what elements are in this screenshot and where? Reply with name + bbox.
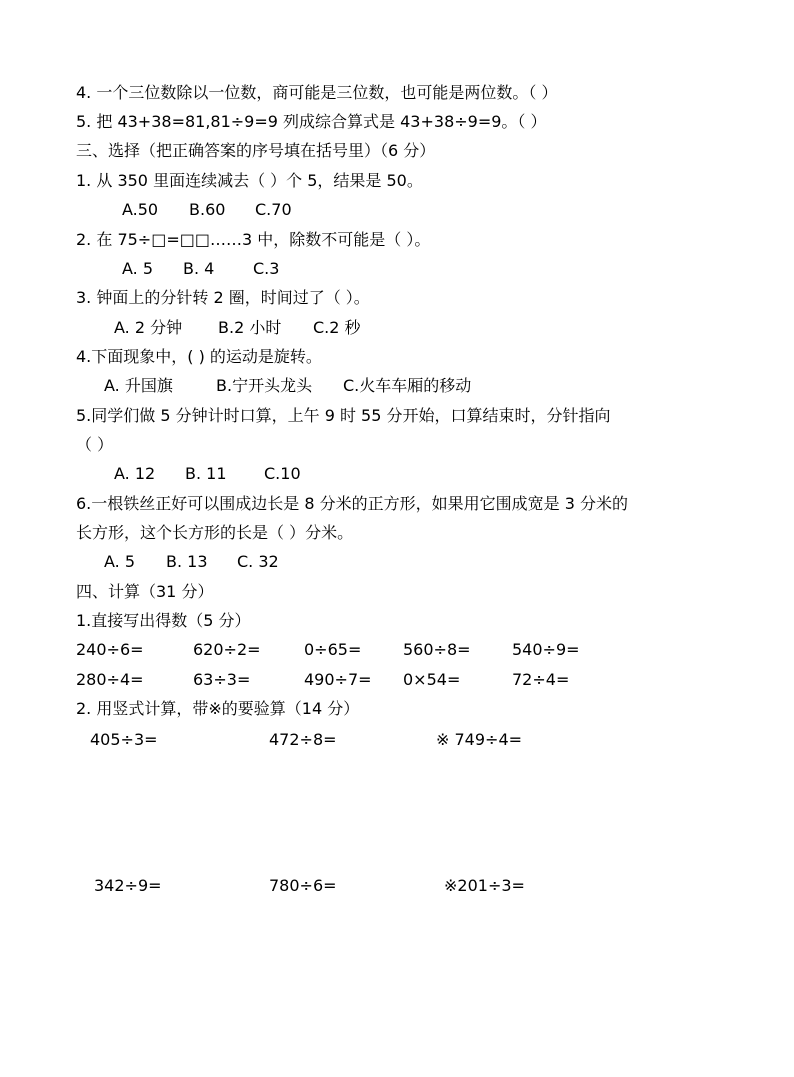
direct-calc-r1-1: 240÷6= bbox=[76, 640, 144, 659]
direct-calc-r2-5: 72÷4= bbox=[512, 670, 570, 689]
direct-calc-r1-3: 0÷65= bbox=[304, 640, 362, 659]
direct-calc-r2-1: 280÷4= bbox=[76, 670, 144, 689]
vertical-calc-r1-2: 472÷8= bbox=[269, 730, 337, 749]
choice-q6-stem: 6.一根铁丝正好可以围成边长是 8 分米的正方形，如果用它围成宽是 3 分米的 bbox=[76, 494, 628, 513]
choice-q1-option-a: A.50 bbox=[122, 200, 159, 219]
choice-q5-stem-cont: （ ） bbox=[76, 435, 114, 454]
vertical-calc-r1-3: ※ 749÷4= bbox=[436, 730, 523, 749]
choice-q3-option-b: B.2 小时 bbox=[218, 318, 282, 337]
choice-q5-option-a: A. 12 bbox=[114, 464, 156, 483]
choice-q5-stem: 5.同学们做 5 分钟计时口算，上午 9 时 55 分开始，口算结束时，分针指向 bbox=[76, 406, 611, 425]
direct-calc-r1-5: 540÷9= bbox=[512, 640, 580, 659]
section-heading-calc: 四、计算（31 分） bbox=[76, 582, 214, 601]
choice-q2-option-a: A. 5 bbox=[122, 259, 154, 278]
vertical-calc-r2-3: ※201÷3= bbox=[444, 876, 525, 895]
direct-calc-title: 1.直接写出得数（5 分） bbox=[76, 611, 251, 630]
choice-q4-option-b: B.宁开头龙头 bbox=[216, 376, 313, 395]
choice-q3-option-a: A. 2 分钟 bbox=[114, 318, 183, 337]
direct-calc-r1-4: 560÷8= bbox=[403, 640, 471, 659]
vertical-calc-r2-2: 780÷6= bbox=[269, 876, 337, 895]
choice-q5-option-c: C.10 bbox=[264, 464, 301, 483]
choice-q6-option-a: A. 5 bbox=[104, 552, 136, 571]
choice-q1-stem: 1. 从 350 里面连续减去（ ）个 5，结果是 50。 bbox=[76, 171, 423, 190]
choice-q6-option-b: B. 13 bbox=[166, 552, 208, 571]
vertical-calc-r1-1: 405÷3= bbox=[90, 730, 158, 749]
choice-q6-stem-cont: 长方形，这个长方形的长是（ ）分米。 bbox=[76, 523, 354, 542]
choice-q6-option-c: C. 32 bbox=[237, 552, 279, 571]
direct-calc-r2-4: 0×54= bbox=[403, 670, 461, 689]
direct-calc-r1-2: 620÷2= bbox=[193, 640, 261, 659]
vertical-calc-title: 2. 用竖式计算，带※的要验算（14 分） bbox=[76, 699, 360, 718]
vertical-calc-r2-1: 342÷9= bbox=[94, 876, 162, 895]
choice-q3-option-c: C.2 秒 bbox=[313, 318, 361, 337]
judge-item-4: 4. 一个三位数除以一位数，商可能是三位数，也可能是两位数。（ ） bbox=[76, 83, 558, 102]
choice-q4-option-c: C.火车车厢的移动 bbox=[343, 376, 472, 395]
choice-q2-stem: 2. 在 75÷□=□□……3 中，除数不可能是（ ）。 bbox=[76, 230, 431, 249]
choice-q4-stem: 4.下面现象中，( ) 的运动是旋转。 bbox=[76, 347, 322, 366]
judge-item-5: 5. 把 43+38=81,81÷9=9 列成综合算式是 43+38÷9=9。（ ） bbox=[76, 112, 547, 131]
section-heading-choice: 三、选择（把正确答案的序号填在括号里）（6 分） bbox=[76, 141, 436, 160]
choice-q2-option-c: C.3 bbox=[253, 259, 280, 278]
choice-q4-option-a: A. 升国旗 bbox=[104, 376, 173, 395]
direct-calc-r2-3: 490÷7= bbox=[304, 670, 372, 689]
choice-q5-option-b: B. 11 bbox=[185, 464, 227, 483]
direct-calc-r2-2: 63÷3= bbox=[193, 670, 251, 689]
choice-q3-stem: 3. 钟面上的分针转 2 圈，时间过了（ ）。 bbox=[76, 288, 370, 307]
choice-q1-option-c: C.70 bbox=[255, 200, 292, 219]
choice-q1-option-b: B.60 bbox=[189, 200, 226, 219]
choice-q2-option-b: B. 4 bbox=[183, 259, 215, 278]
